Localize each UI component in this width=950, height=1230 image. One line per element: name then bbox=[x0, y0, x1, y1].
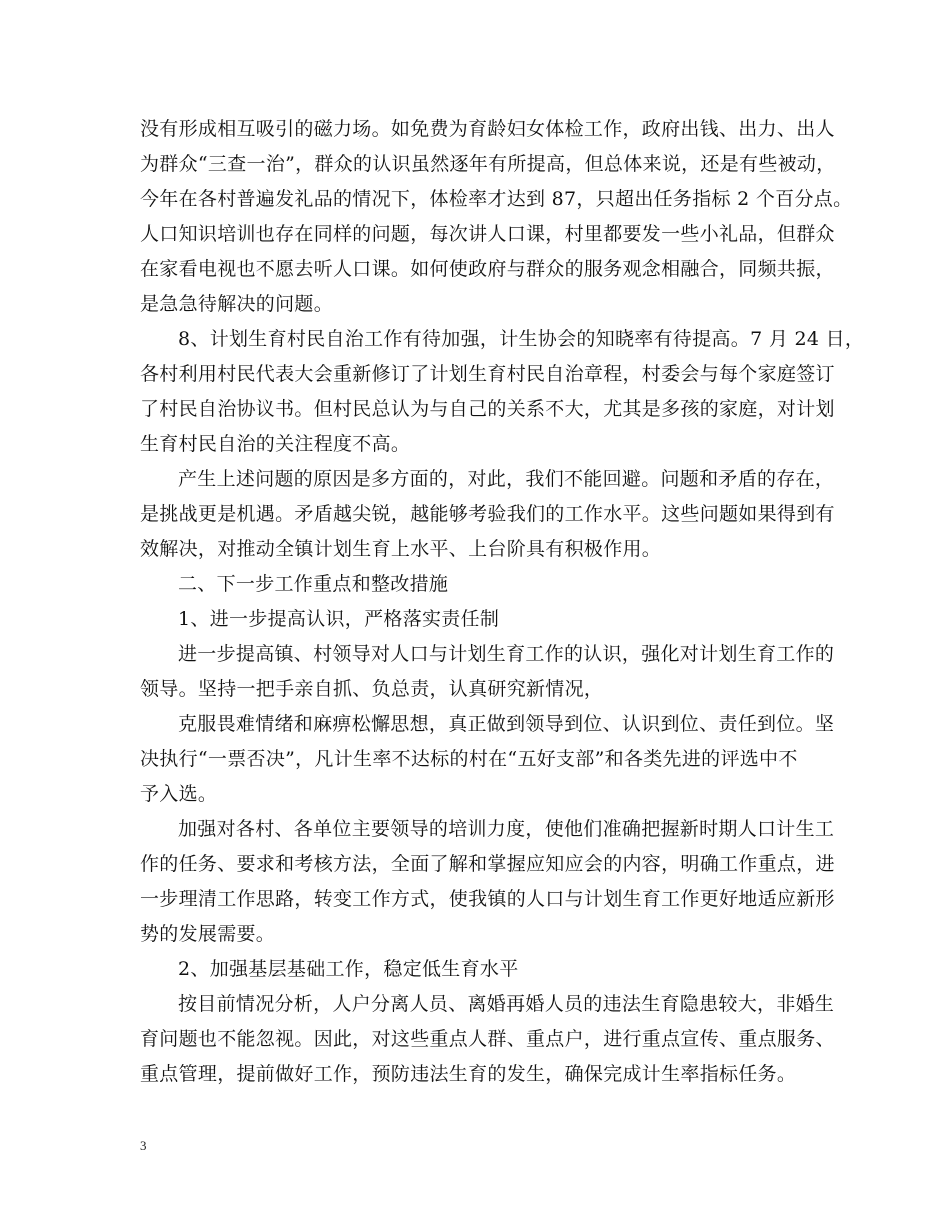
text-line: 人口知识培训也存在同样的问题，每次讲人口课，村里都要发一些小礼品，但群众 bbox=[140, 223, 835, 245]
text-line: 育问题也不能忽视。因此，对这些重点人群、重点户，进行重点宣传、重点服务、 bbox=[140, 1028, 835, 1050]
page-number: 3 bbox=[140, 1138, 147, 1153]
text-line: 了村民自治协议书。但村民总认为与自己的关系不大，尤其是多孩的家庭，对计划 bbox=[140, 398, 835, 420]
text-line: 产生上述问题的原因是多方面的，对此，我们不能回避。问题和矛盾的存在， bbox=[178, 468, 835, 490]
text-line: 今年在各村普遍发礼品的情况下，体检率才达到 87，只超出任务指标 2 个百分点。 bbox=[140, 188, 853, 210]
text-line: 效解决，对推动全镇计划生育上水平、上台阶具有积极作用。 bbox=[140, 538, 662, 560]
text-line: 8、计划生育村民自治工作有待加强，计生协会的知晓率有待提高。7 月 24 日， bbox=[178, 328, 865, 350]
text-line: 领导。坚持一把手亲自抓、负总责，认真研究新情况， bbox=[140, 678, 604, 700]
text-line: 按目前情况分析，人户分离人员、离婚再婚人员的违法生育隐患较大，非婚生 bbox=[178, 993, 835, 1015]
text-line: 一步理清工作思路，转变工作方式，使我镇的人口与计划生育工作更好地适应新形 bbox=[140, 888, 835, 910]
text-line: 作的任务、要求和考核方法，全面了解和掌握应知应会的内容，明确工作重点，进 bbox=[140, 853, 835, 875]
text-line: 没有形成相互吸引的磁力场。如免费为育龄妇女体检工作，政府出钱、出力、出人 bbox=[140, 118, 835, 140]
text-line: 各村利用村民代表大会重新修订了计划生育村民自治章程，村委会与每个家庭签订 bbox=[140, 363, 835, 385]
body-text bbox=[140, 112, 865, 1092]
text-line: 克服畏难情绪和麻痹松懈思想，真正做到领导到位、认识到位、责任到位。坚 bbox=[178, 713, 835, 735]
text-line: 重点管理，提前做好工作，预防违法生育的发生，确保完成计生率指标任务。 bbox=[140, 1063, 797, 1085]
text-line: 是急急待解决的问题。 bbox=[140, 293, 334, 315]
text-line: 2、加强基层基础工作，稳定低生育水平 bbox=[178, 958, 519, 980]
text-line: 加强对各村、各单位主要领导的培训力度，使他们准确把握新时期人口计生工 bbox=[178, 818, 835, 840]
text-line: 进一步提高镇、村领导对人口与计划生育工作的认识，强化对计划生育工作的 bbox=[178, 643, 835, 665]
text-line: 是挑战更是机遇。矛盾越尖锐，越能够考验我们的工作水平。这些问题如果得到有 bbox=[140, 503, 835, 525]
text-line: 决执行“一票否决”，凡计生率不达标的村在“五好支部”和各类先进的评选中不 bbox=[140, 748, 798, 770]
text-line: 势的发展需要。 bbox=[140, 923, 276, 945]
text-line: 在家看电视也不愿去听人口课。如何使政府与群众的服务观念相融合，同频共振， bbox=[140, 258, 835, 280]
text-line: 予入选。 bbox=[140, 783, 218, 805]
text-line: 二、下一步工作重点和整改措施 bbox=[178, 573, 449, 595]
text-line: 生育村民自治的关注程度不高。 bbox=[140, 433, 411, 455]
text-line: 1、进一步提高认识，严格落实责任制 bbox=[178, 608, 500, 630]
text-line: 为群众“三查一治”，群众的认识虽然逐年有所提高，但总体来说，还是有些被动， bbox=[140, 153, 836, 175]
